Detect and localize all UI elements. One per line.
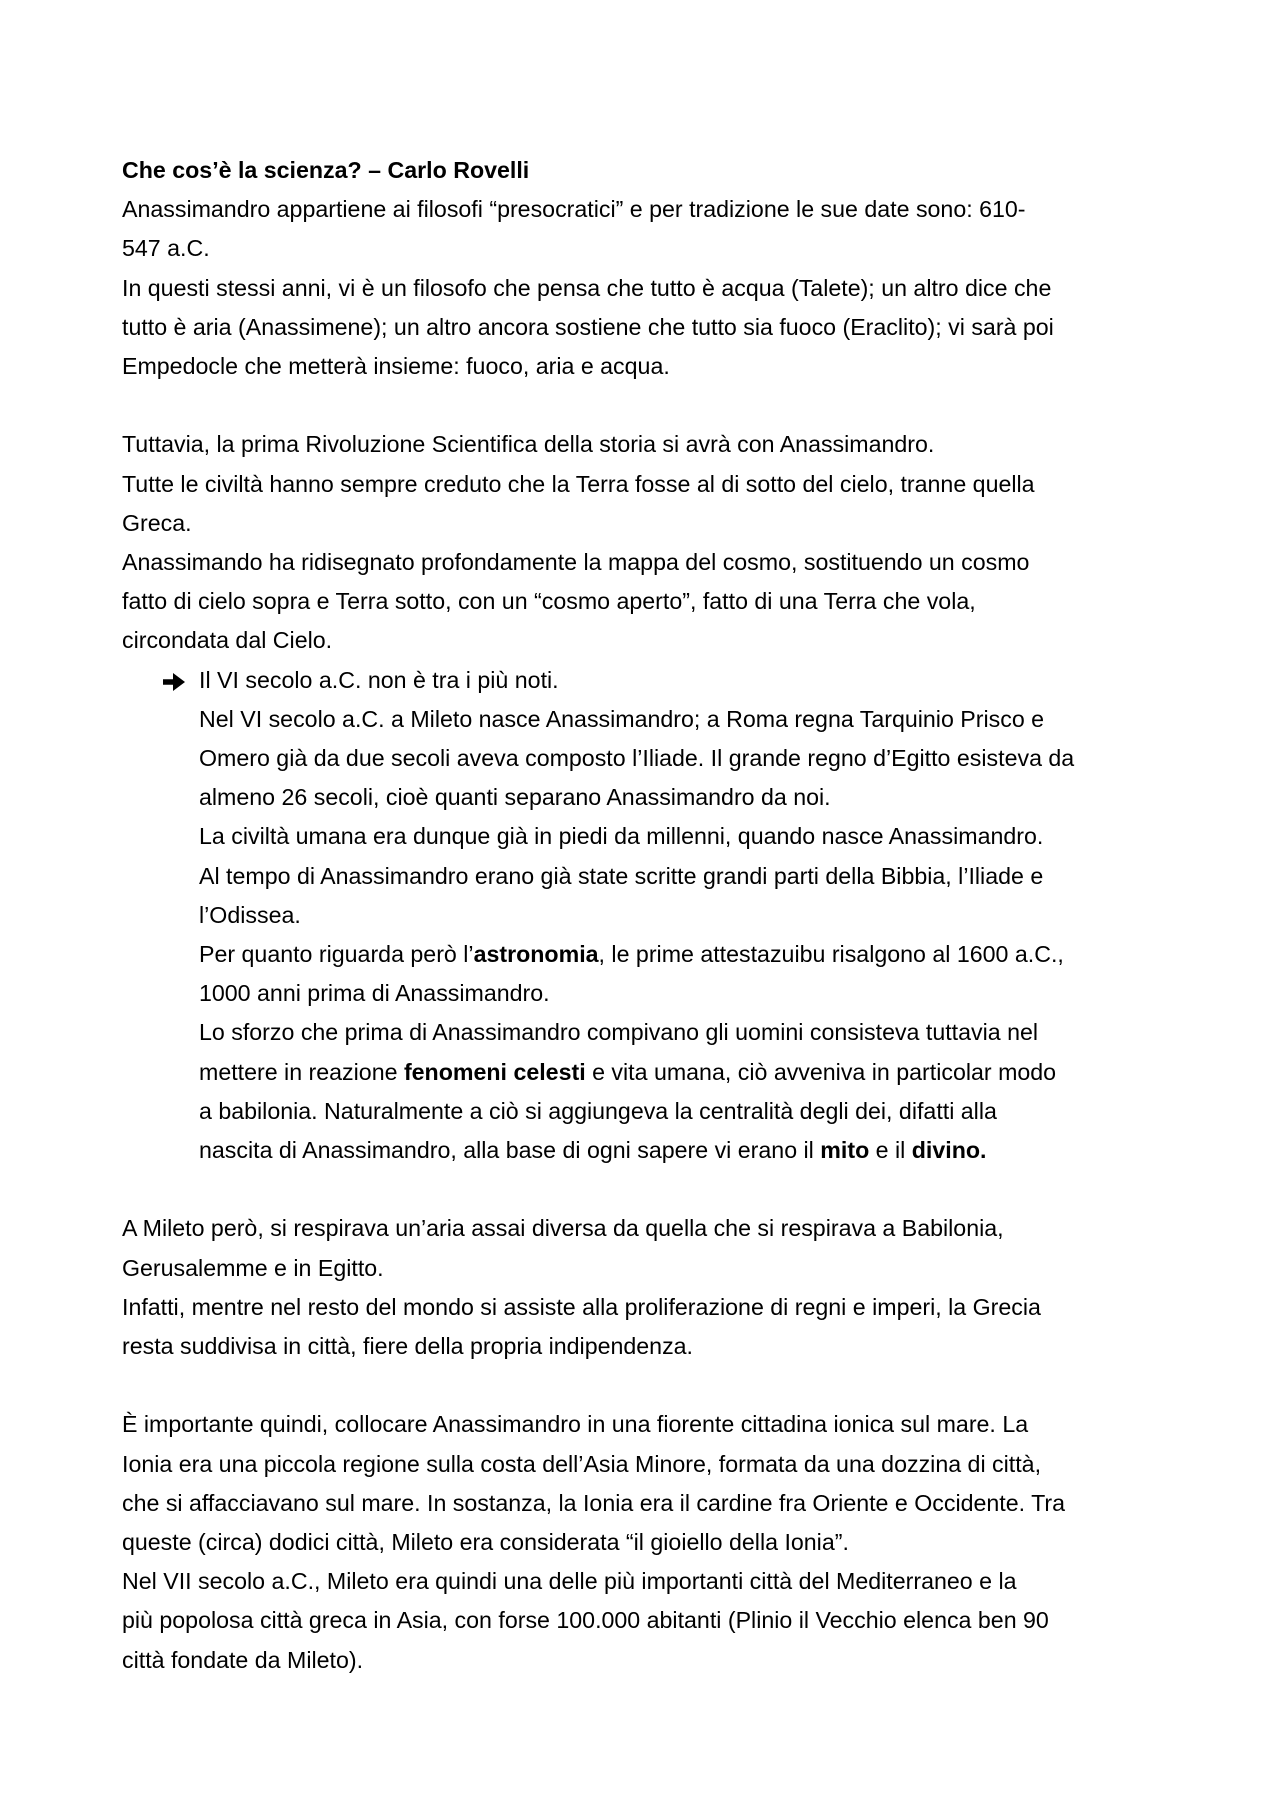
bold-term-divino: divino. <box>911 1137 987 1164</box>
text-line: Lo sforzo che prima di Anassimandro compivano gli uomini consisteva tuttavia nel <box>199 1019 1039 1046</box>
text-line: Ionia era una piccola regione sulla costa dell’Asia Minore, formata da una dozzina di città, <box>122 1450 1042 1477</box>
text-line: A Mileto però, si respirava un’aria assai diversa da quella che si respirava a Babilonia, <box>122 1215 1004 1242</box>
text-line: tutto è aria (Anassimene); un altro ancora sostiene che tutto sia fuoco (Eraclito); vi sarà poi <box>122 313 1054 340</box>
document-title: Che cos’è la scienza? – Carlo Rovelli <box>122 157 530 183</box>
text-line-astronomia: Per quanto riguarda però l’astronomia, le prime attestazuibu risalgono al 1600 a.C., <box>199 941 1064 968</box>
bold-term-astronomia: astronomia <box>473 941 599 968</box>
text-line: È importante quindi, collocare Anassimandro in una fiorente cittadina ionica sul mare. La <box>122 1411 1029 1438</box>
paragraph-mileto <box>122 1209 1172 1366</box>
paragraph-spacer <box>122 1366 1172 1405</box>
paragraph-spacer <box>122 386 1172 425</box>
paragraph-presocratici <box>122 190 1172 386</box>
text-line: Nel VII secolo a.C., Mileto era quindi una delle più importanti città del Mediterraneo e la <box>122 1568 1017 1595</box>
paragraph-spacer <box>122 1170 1172 1209</box>
text-line: Empedocle che metterà insieme: fuoco, aria e acqua. <box>122 353 670 380</box>
text-line: Infatti, mentre nel resto del mondo si assiste alla proliferazione di regni e imperi, la Grecia <box>122 1293 1041 1320</box>
text-line: fatto di cielo sopra e Terra sotto, con un “cosmo aperto”, fatto di una Terra che vola, <box>122 588 976 615</box>
text-line: l’Odissea. <box>199 901 301 928</box>
text-line: Tuttavia, la prima Rivoluzione Scientifica della storia si avrà con Anassimandro. <box>122 431 935 458</box>
text-line: Anassimando ha ridisegnato profondamente la mappa del cosmo, sostituendo un cosmo <box>122 549 1030 576</box>
bullet-head-text: Il VI secolo a.C. non è tra i più noti. <box>199 666 559 693</box>
text-line: città fondate da Mileto). <box>122 1646 364 1673</box>
text-line: In questi stessi anni, vi è un filosofo che pensa che tutto è acqua (Talete); un altro dice che <box>122 274 1052 301</box>
text-line: 1000 anni prima di Anassimandro. <box>199 980 550 1007</box>
text-line: più popolosa città greca in Asia, con forse 100.000 abitanti (Plinio il Vecchio elenca ben 90 <box>122 1607 1049 1634</box>
paragraph-rivoluzione <box>122 425 1172 660</box>
text-line: resta suddivisa in città, fiere della propria indipendenza. <box>122 1333 694 1360</box>
bold-term-fenomeni-celesti: fenomeni celesti <box>403 1058 586 1085</box>
text-line-mito-divino: nascita di Anassimandro, alla base di ogni sapere vi erano il mito e il divino. <box>199 1137 987 1164</box>
text-line: Al tempo di Anassimandro erano già state scritte grandi parti della Bibbia, l’Iliade e <box>199 862 1044 889</box>
text-line: Nel VI secolo a.C. a Mileto nasce Anassimandro; a Roma regna Tarquinio Prisco e <box>199 705 1045 732</box>
document-page <box>122 151 1172 1680</box>
text-line: a babilonia. Naturalmente a ciò si aggiungeva la centralità degli dei, difatti alla <box>199 1097 997 1124</box>
paragraph-ionia <box>122 1405 1172 1679</box>
bullet-head <box>122 661 1172 700</box>
text-line: 547 a.C. <box>122 235 210 262</box>
text-line: Anassimandro appartiene ai filosofi “presocratici” e per tradizione le sue date sono: 610- <box>122 196 1026 223</box>
text-line: almeno 26 secoli, cioè quanti separano Anassimandro da noi. <box>199 784 831 811</box>
text-line: La civiltà umana era dunque già in piedi da millenni, quando nasce Anassimandro. <box>199 823 1044 850</box>
text-line: circondata dal Cielo. <box>122 627 333 654</box>
text-line: queste (circa) dodici città, Mileto era considerata “il gioiello della Ionia”. <box>122 1529 849 1556</box>
bold-term-mito: mito <box>820 1137 870 1164</box>
text-line: Tutte le civiltà hanno sempre creduto che la Terra fosse al di sotto del cielo, tranne quella <box>122 470 1035 497</box>
text-line: Gerusalemme e in Egitto. <box>122 1254 384 1281</box>
text-line: Omero già da due secoli aveva composto l’Iliade. Il grande regno d’Egitto esisteva da <box>199 745 1075 772</box>
arrow-right-icon <box>162 671 186 693</box>
bullet-item-vi-secolo <box>122 661 1172 1171</box>
text-line: che si affacciavano sul mare. In sostanza, la Ionia era il cardine fra Oriente e Occidente. Tra <box>122 1489 1066 1516</box>
text-line: Greca. <box>122 509 192 536</box>
text-line-fenomeni: mettere in reazione fenomeni celesti e vita umana, ciò avveniva in particolar modo <box>199 1058 1057 1085</box>
